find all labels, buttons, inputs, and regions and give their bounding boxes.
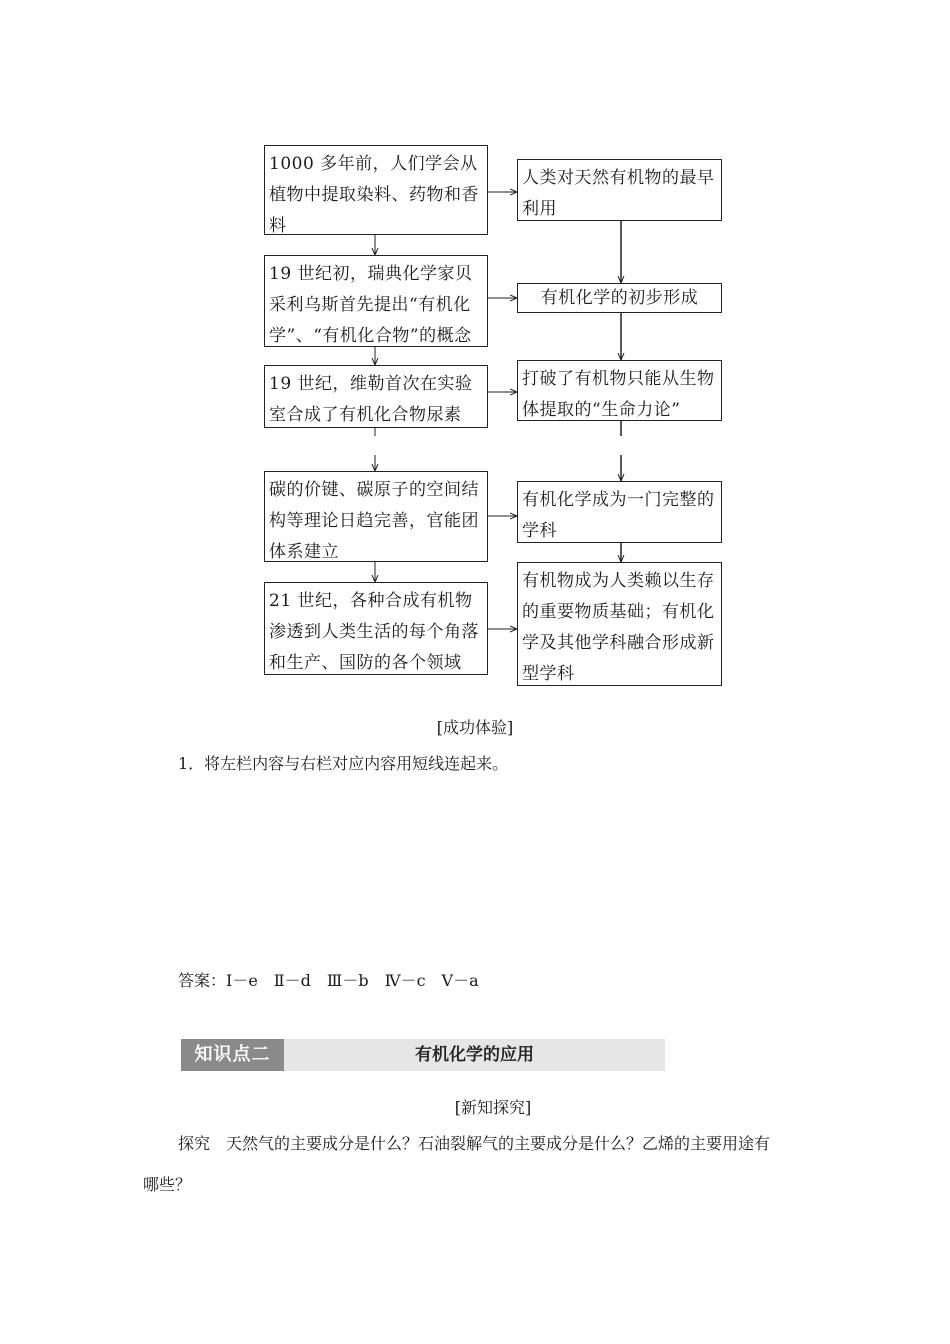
- left-box-1: 1000 多年前，人们学会从植物中提取染料、药物和香料: [264, 145, 488, 235]
- right-box-3: 打破了有机物只能从生物体提取的“生命力论”: [517, 360, 722, 421]
- left-box-4: 碳的价键、碳原子的空间结构等理论日趋完善，官能团体系建立: [264, 471, 488, 562]
- section-title: 有机化学的应用: [415, 1045, 534, 1065]
- right-box-1: 人类对天然有机物的最早利用: [517, 159, 722, 221]
- explore-question-line-2: 哪些？: [143, 1175, 192, 1194]
- right-box-4: 有机化学成为一门完整的学科: [517, 481, 722, 543]
- right-box-2: 有机化学的初步形成: [517, 283, 722, 313]
- right-box-5: 有机物成为人类赖以生存的重要物质基础；有机化学及其他学科融合形成新型学科: [517, 562, 722, 686]
- question-1: 1．将左栏内容与右栏对应内容用短线连起来。: [178, 754, 509, 773]
- explore-heading: [新知探究]: [454, 1098, 532, 1117]
- left-box-3: 19 世纪，维勒首次在实验室合成了有机化合物尿素: [264, 365, 488, 428]
- section-header: [181, 1039, 665, 1071]
- explore-question-line-1: 探究 天然气的主要成分是什么？石油裂解气的主要成分是什么？乙烯的主要用途有: [178, 1134, 771, 1153]
- left-box-2: 19 世纪初，瑞典化学家贝采利乌斯首先提出“有机化学”、“有机化合物”的概念: [264, 255, 488, 347]
- experience-heading: [成功体验]: [436, 718, 514, 737]
- answer-line: 答案：Ⅰ－e Ⅱ－d Ⅲ－b Ⅳ－c Ⅴ－a: [178, 971, 479, 990]
- left-box-5: 21 世纪，各种合成有机物渗透到人类生活的每个角落和生产、国防的各个领域: [264, 582, 488, 675]
- section-tag: 知识点二: [181, 1039, 284, 1071]
